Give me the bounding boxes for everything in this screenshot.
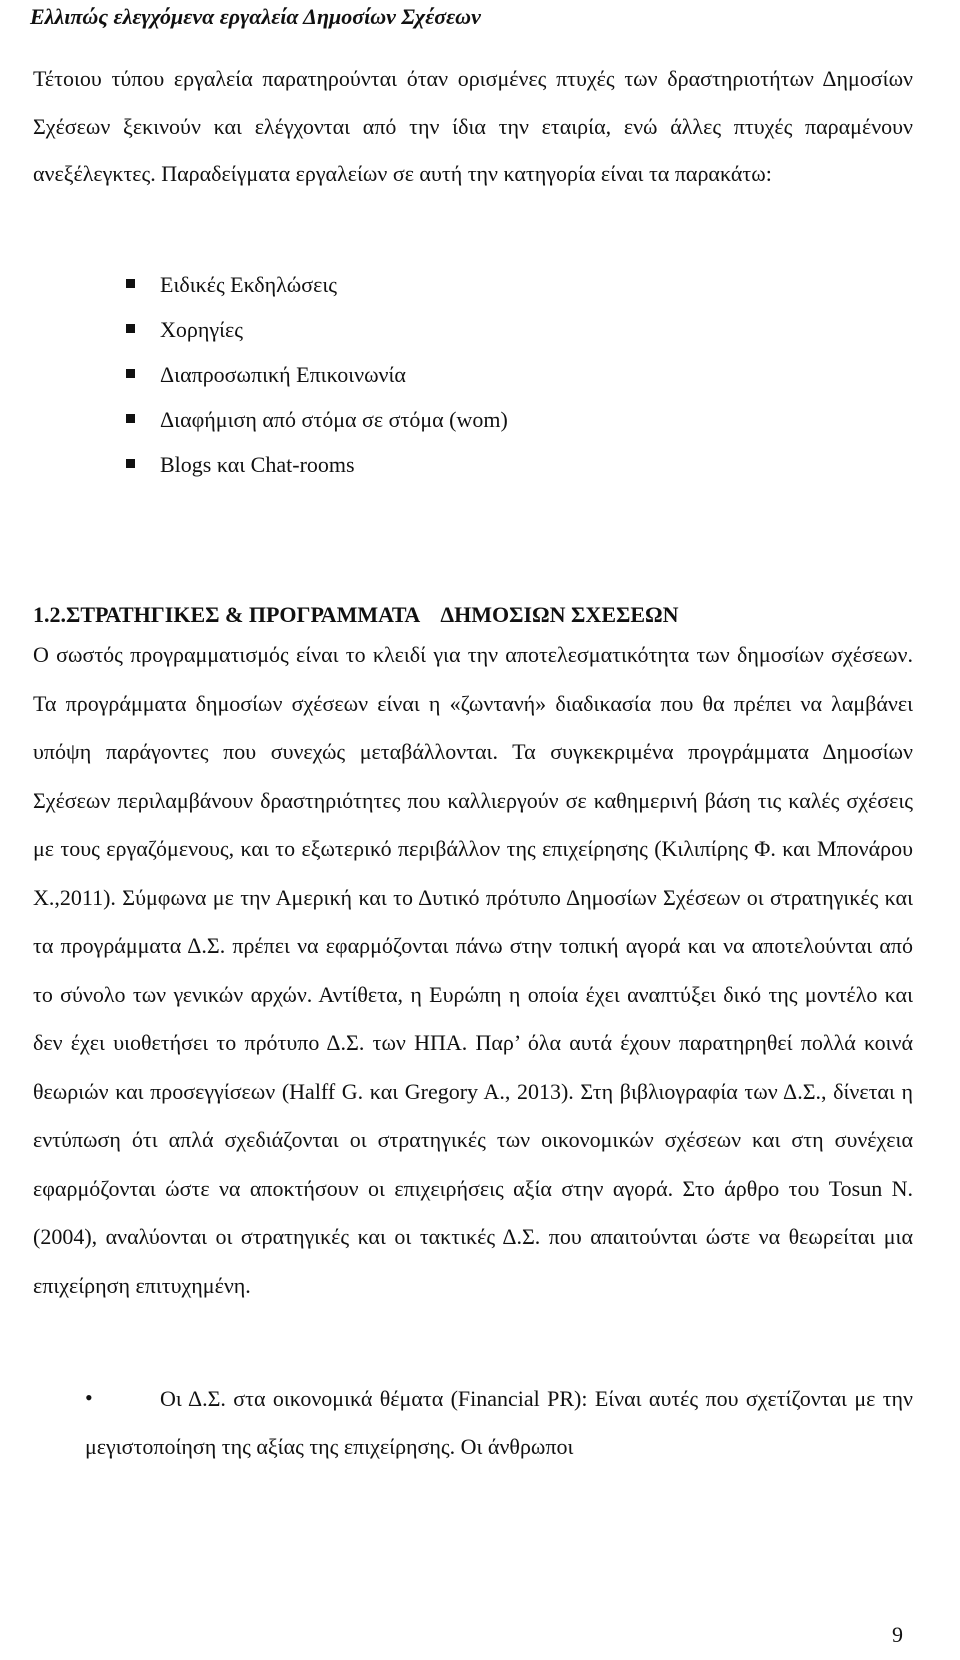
page-number: 9 bbox=[892, 1622, 903, 1647]
intro-paragraph: Τέτοιου τύπου εργαλεία παρατηρούνται όταν ορισμένες πτυχές των δραστηριοτήτων Δημοσίων Σχέσεων ξεκινούν και ελέγχονται από την ίδια την εταιρία, ενώ άλλες πτυχές παραμένουν ανεξέλεγκτες. Παραδείγματα εργαλείων σε αυτή την κατηγορία είναι τα παρακάτω: bbox=[33, 66, 913, 186]
bullet-paragraph: Οι Δ.Σ. στα οικονομικά θέματα (Financial PR): Είναι αυτές που σχετίζονται με την μεγιστοποίηση της αξίας της επιχείρησης. Οι άνθρωποι bbox=[85, 1386, 913, 1459]
list-item-text: Blogs και Chat-rooms bbox=[160, 452, 355, 477]
square-bullet-icon bbox=[126, 459, 135, 468]
list-item bbox=[125, 442, 508, 487]
list-item-text: Διαπροσωπική Επικοινωνία bbox=[160, 362, 406, 387]
square-bullet-icon bbox=[126, 324, 135, 333]
list-item-text: Χορηγίες bbox=[160, 317, 243, 342]
square-bullet-icon bbox=[126, 414, 135, 423]
list-item-text: Διαφήμιση από στόμα σε στόμα (wom) bbox=[160, 407, 508, 432]
section-number: 1.2. bbox=[33, 602, 66, 627]
list-item bbox=[125, 352, 508, 397]
square-bullet-icon bbox=[126, 369, 135, 378]
tool-list bbox=[125, 262, 508, 487]
round-bullet-icon: • bbox=[85, 1385, 93, 1410]
section-paragraph: Ο σωστός προγραμματισμός είναι το κλειδί για την αποτελεσματικότητα των δημοσίων σχέσεων. Τα προγράμματα δημοσίων σχέσεων είναι η «ζωντανή» διαδικασία που θα πρέπει να λαμβάνει υπόψη παράγοντες που συνεχώς μεταβάλλονται. Τα συγκεκριμένα προγράμματα Δημοσίων Σχέσεων περιλαμβάνουν δραστηριότητες που καλλιεργούν σε καθημερινή βάση τις καλές σχέσεις με τους εργαζόμενους, και το εξωτερικό περιβάλλον της επιχείρησης (Κιλιπίρης Φ. και Μπονάρου Χ.,2011). Σύμφωνα με την Αμερική και το Δυτικό πρότυπο Δημοσίων Σχέσεων οι στρατηγικές και τα προγράμματα Δ.Σ. πρέπει να εφαρμόζονται πάνω στην τοπική αγορά και να αποτελούνται από το σύνολο των γενικών αρχών. Αντίθετα, η Ευρώπη η οποία έχει αναπτύξει δικό της μοντέλο και δεν έχει υιοθετήσει το πρότυπο Δ.Σ. των ΗΠΑ. Παρ’ όλα αυτά έχουν παρατηρηθεί πολλά κοινά θεωριών και προσεγγίσεων (Halff G. και Gregory A., 2013). Στη βιβλιογραφία των Δ.Σ., δίνεται η εντύπωση ότι απλά σχεδιάζονται οι στρατηγικές των οικονομικών σχέσεων και στη συνέχεια εφαρμόζονται ώστε να αποκτήσουν οι επιχειρήσεις αξία στην αγορά. Στο άρθρο του Tosun N. (2004), αναλύονται οι στρατηγικές και οι τακτικές Δ.Σ. που απαιτούνται ώστε να θεωρείται μια επιχείρηση επιτυχημένη. bbox=[33, 642, 913, 1298]
square-bullet-icon bbox=[126, 279, 135, 288]
section-heading bbox=[33, 600, 679, 630]
list-item bbox=[125, 397, 508, 442]
subheading-title: Ελλιπώς ελεγχόμενα εργαλεία Δημοσίων Σχέσεων bbox=[30, 4, 481, 29]
list-item-text: Ειδικές Εκδηλώσεις bbox=[160, 272, 337, 297]
list-item bbox=[125, 307, 508, 352]
section-title-part2: ΔΗΜΟΣΙΩΝ ΣΧΕΣΕΩΝ bbox=[440, 602, 679, 627]
list-item bbox=[125, 262, 508, 307]
section-title-part1: ΣΤΡΑΤΗΓΙΚΕΣ & ΠΡΟΓΡΑΜΜΑΤΑ bbox=[66, 602, 421, 627]
